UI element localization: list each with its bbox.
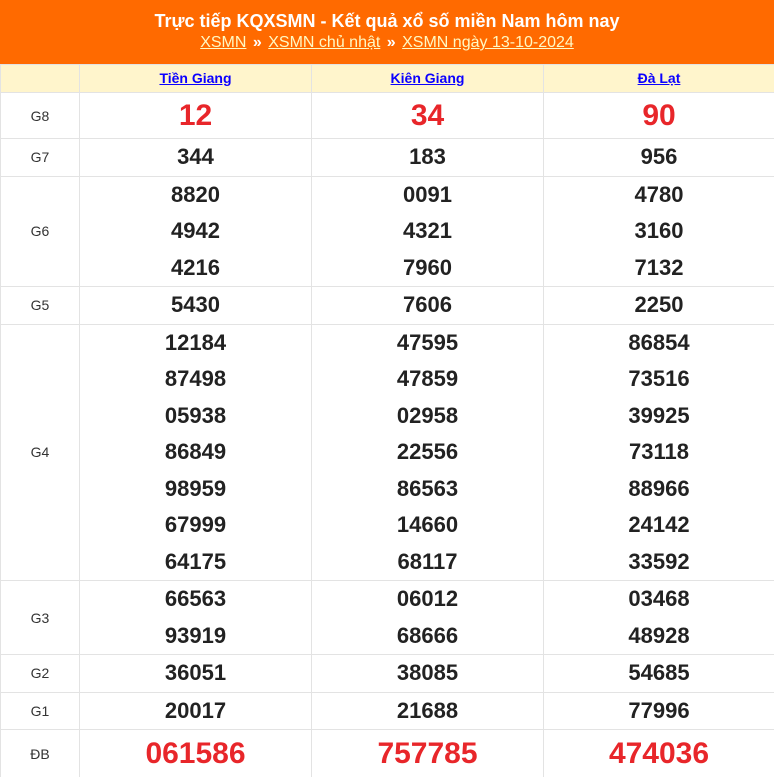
prize-number: 54685 [628,660,690,685]
prize-cell [80,324,312,581]
prize-number: 86849 [164,439,227,464]
prize-number: 2250 [634,292,684,317]
prize-number: 21688 [396,697,459,723]
page-header [0,0,774,64]
breadcrumb-link-xsmn-sunday[interactable]: XSMN chủ nhật [268,34,381,51]
prize-number: 757785 [312,730,544,777]
prize-label: G7 [1,139,80,177]
breadcrumb-separator: » [252,34,262,51]
prize-number: 48928 [628,622,690,648]
prize-number: 34 [312,93,544,139]
province-header-cell [80,65,312,93]
prize-cell [80,287,312,325]
header-blank-cell [1,65,80,93]
prize-number: 38085 [396,660,459,685]
prize-number: 03468 [628,586,690,611]
prize-number: 344 [177,144,214,169]
prize-cell [544,692,774,730]
prize-cell [544,581,774,655]
prize-number: 90 [544,93,774,139]
prize-label: G1 [1,692,80,730]
prize-number: 73516 [628,366,690,391]
breadcrumb-link-xsmn[interactable]: XSMN [200,34,247,51]
prize-row-g4 [1,324,774,581]
prize-number: 24142 [628,512,690,537]
results-body [1,93,774,777]
prize-number: 87498 [164,366,227,391]
prize-label: G5 [1,287,80,325]
prize-cell [544,139,774,177]
province-header-cell [312,65,544,93]
prize-cell [312,692,544,730]
prize-number: 98959 [164,475,227,501]
breadcrumb-link-xsmn-date[interactable]: XSMN ngày 13-10-2024 [402,34,574,51]
prize-row-g6 [1,176,774,287]
breadcrumb [0,33,774,53]
prize-number: 4321 [403,218,452,243]
prize-number: 3160 [634,218,684,243]
prize-label: G3 [1,581,80,655]
prize-number: 061586 [80,730,312,777]
prize-number: 67999 [164,512,227,537]
prize-row-g7 [1,139,774,177]
prize-number: 12 [80,93,312,139]
prize-number: 86854 [628,329,690,355]
prize-number: 22556 [396,439,459,464]
prize-number: 33592 [628,548,690,574]
breadcrumb-separator: » [386,34,396,51]
prize-label: ĐB [1,730,80,777]
prize-cell [544,324,774,581]
prize-number: 5430 [171,292,220,317]
prize-number: 4780 [634,181,684,207]
prize-number: 474036 [544,730,774,777]
prize-number: 4216 [171,254,220,280]
prize-number: 39925 [628,402,690,428]
prize-row-g8 [1,93,774,139]
prize-number: 7960 [403,254,452,280]
prize-cell [80,176,312,287]
prize-cell [80,139,312,177]
prize-cell [312,176,544,287]
prize-number: 73118 [629,439,689,464]
prize-cell [312,324,544,581]
province-link-tien-giang[interactable]: Tiền Giang [159,69,232,86]
prize-number: 05938 [164,402,227,428]
prize-cell [312,655,544,693]
prize-number: 12184 [164,329,227,355]
prize-cell [80,655,312,693]
prize-number: 14660 [396,512,459,537]
prize-number: 20017 [164,697,227,723]
prize-cell [80,692,312,730]
prize-number: 7132 [634,254,684,280]
prize-label: G2 [1,655,80,693]
province-header-row [1,65,774,93]
page-title: Trực tiếp KQXSMN - Kết quả xổ số miền Nam hôm nay [154,11,620,31]
results-table [0,64,774,777]
prize-number: 4942 [171,218,220,243]
prize-number: 64175 [164,548,227,574]
prize-row-g2 [1,655,774,693]
prize-number: 8820 [171,181,220,207]
prize-cell [544,176,774,287]
prize-number: 06012 [396,586,459,611]
prize-row-g1 [1,692,774,730]
province-link-kien-giang[interactable]: Kiên Giang [390,69,465,86]
prize-label: G8 [1,93,80,139]
prize-row-đb [1,730,774,777]
prize-number: 86563 [396,475,459,501]
prize-number: 93919 [164,622,227,648]
prize-number: 0091 [403,181,452,207]
prize-row-g5 [1,287,774,325]
prize-number: 77996 [628,697,690,723]
prize-number: 68666 [396,622,459,648]
prize-number: 66563 [164,586,227,611]
prize-cell [312,287,544,325]
prize-number: 02958 [396,402,459,428]
prize-number: 7606 [403,292,452,317]
prize-number: 68117 [397,548,458,574]
prize-label: G6 [1,176,80,287]
prize-number: 47859 [396,366,459,391]
prize-number: 956 [640,144,678,169]
prize-row-g3 [1,581,774,655]
prize-cell [80,581,312,655]
prize-number: 88966 [628,475,690,501]
province-header-cell [544,65,774,93]
prize-cell [312,139,544,177]
prize-cell [544,655,774,693]
prize-number: 36051 [164,660,227,685]
prize-label: G4 [1,324,80,581]
prize-number: 47595 [396,329,459,355]
province-link-da-lat[interactable]: Đà Lạt [637,69,681,86]
prize-cell [312,581,544,655]
prize-cell [544,287,774,325]
prize-number: 183 [409,144,446,169]
